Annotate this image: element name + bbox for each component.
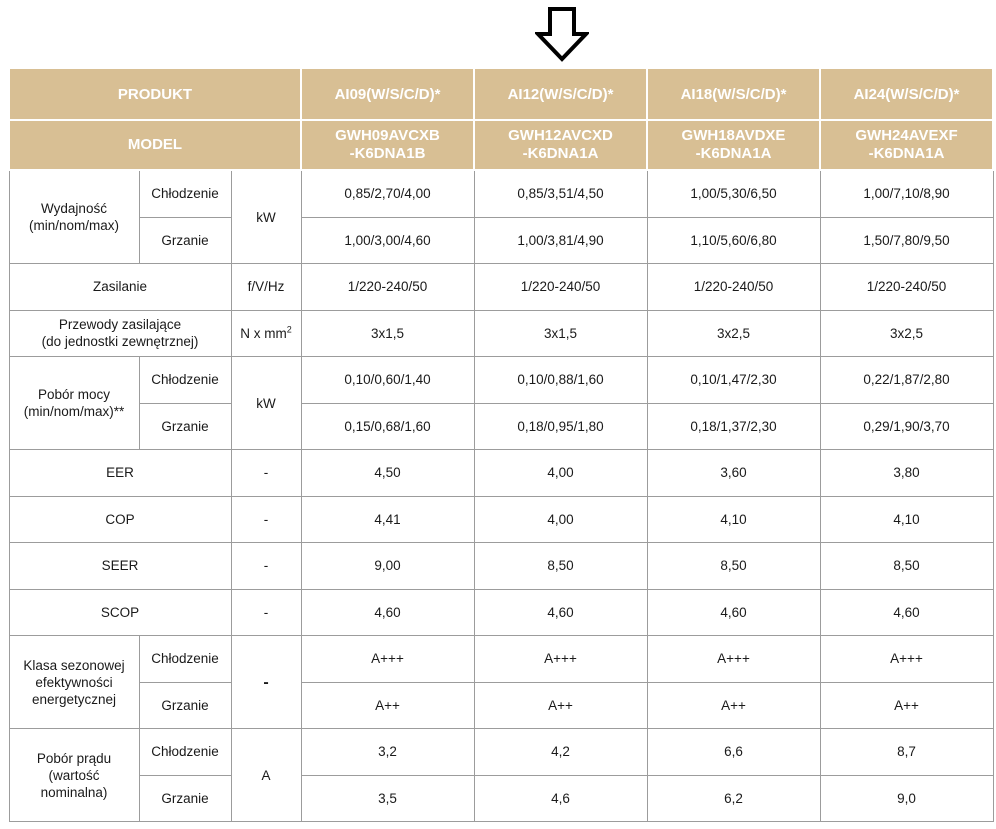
table-row <box>9 496 993 543</box>
value-cell: 8,7 <box>820 729 993 776</box>
unit-cell: kW <box>231 357 301 450</box>
value-cell: 0,15/0,68/1,60 <box>301 403 474 450</box>
table-row <box>9 170 993 217</box>
value-cell: 8,50 <box>647 543 820 590</box>
unit-cell: - <box>231 589 301 636</box>
model-name: GWH12AVCXD -K6DNA1A <box>474 120 647 170</box>
sub-label-grzanie: Grzanie <box>139 775 231 822</box>
product-name: AI12(W/S/C/D)* <box>474 68 647 120</box>
value-cell: A++ <box>474 682 647 729</box>
value-cell: 4,00 <box>474 496 647 543</box>
unit-cell: f/V/Hz <box>231 264 301 311</box>
table-row <box>9 217 993 264</box>
value-cell: 1/220-240/50 <box>474 264 647 311</box>
value-cell: 0,10/1,47/2,30 <box>647 357 820 404</box>
value-cell: A+++ <box>820 636 993 683</box>
row-label-zasilanie: Zasilanie <box>9 264 231 311</box>
value-cell: 6,6 <box>647 729 820 776</box>
value-cell: 0,10/0,60/1,40 <box>301 357 474 404</box>
value-cell: 3x1,5 <box>474 310 647 357</box>
value-cell: A+++ <box>647 636 820 683</box>
value-cell: 9,0 <box>820 775 993 822</box>
unit-cell: - <box>231 636 301 729</box>
value-cell: 4,60 <box>301 589 474 636</box>
sub-label-grzanie: Grzanie <box>139 217 231 264</box>
value-cell: 3x2,5 <box>647 310 820 357</box>
value-cell: A++ <box>647 682 820 729</box>
table-row <box>9 543 993 590</box>
value-cell: 3,5 <box>301 775 474 822</box>
value-cell: A++ <box>820 682 993 729</box>
table-row <box>9 357 993 404</box>
value-cell: 3x2,5 <box>820 310 993 357</box>
value-cell: 8,50 <box>820 543 993 590</box>
product-name: AI09(W/S/C/D)* <box>301 68 474 120</box>
product-name: AI24(W/S/C/D)* <box>820 68 993 120</box>
value-cell: 1/220-240/50 <box>647 264 820 311</box>
value-cell: 3,2 <box>301 729 474 776</box>
table-row <box>9 775 993 822</box>
unit-cell: - <box>231 450 301 497</box>
value-cell: 0,29/1,90/3,70 <box>820 403 993 450</box>
value-cell: 4,60 <box>647 589 820 636</box>
produkt-label: PRODUKT <box>9 68 301 120</box>
row-label-seer: SEER <box>9 543 231 590</box>
row-label-eer: EER <box>9 450 231 497</box>
value-cell: 1/220-240/50 <box>820 264 993 311</box>
header-row-product <box>9 68 993 120</box>
table-row <box>9 682 993 729</box>
row-label-klasa: Klasa sezonowej efektywności energetycznej <box>9 636 139 729</box>
value-cell: 4,50 <box>301 450 474 497</box>
value-cell: 4,60 <box>474 589 647 636</box>
value-cell: A+++ <box>474 636 647 683</box>
value-cell: 0,18/1,37/2,30 <box>647 403 820 450</box>
value-cell: 4,10 <box>820 496 993 543</box>
value-cell: 0,85/2,70/4,00 <box>301 170 474 217</box>
model-name: GWH24AVEXF -K6DNA1A <box>820 120 993 170</box>
value-cell: 1/220-240/50 <box>301 264 474 311</box>
model-name: GWH09AVCXB -K6DNA1B <box>301 120 474 170</box>
value-cell: 1,00/5,30/6,50 <box>647 170 820 217</box>
value-cell: 0,10/0,88/1,60 <box>474 357 647 404</box>
model-label: MODEL <box>9 120 301 170</box>
row-label-cop: COP <box>9 496 231 543</box>
table-row <box>9 589 993 636</box>
table-row <box>9 403 993 450</box>
value-cell: A+++ <box>301 636 474 683</box>
spec-table <box>8 67 994 822</box>
value-cell: 3x1,5 <box>301 310 474 357</box>
unit-cell: N x $mm^2$ <box>231 310 301 357</box>
value-cell: 4,00 <box>474 450 647 497</box>
value-cell: 4,60 <box>820 589 993 636</box>
sub-label-grzanie: Grzanie <box>139 682 231 729</box>
value-cell: A++ <box>301 682 474 729</box>
value-cell: 8,50 <box>474 543 647 590</box>
unit-cell: - <box>231 496 301 543</box>
value-cell: 4,10 <box>647 496 820 543</box>
value-cell: 1,00/3,00/4,60 <box>301 217 474 264</box>
row-label-pobor-mocy: Pobór mocy (min/nom/max)** <box>9 357 139 450</box>
sub-label-chlodzenie: Chłodzenie <box>139 729 231 776</box>
value-cell: 9,00 <box>301 543 474 590</box>
value-cell: 1,10/5,60/6,80 <box>647 217 820 264</box>
table-row <box>9 729 993 776</box>
row-label-przewody: Przewody zasilające (do jednostki zewnętrznej) <box>9 310 231 357</box>
value-cell: 0,85/3,51/4,50 <box>474 170 647 217</box>
sub-label-chlodzenie: Chłodzenie <box>139 357 231 404</box>
sub-label-chlodzenie: Chłodzenie <box>139 636 231 683</box>
model-name: GWH18AVDXE -K6DNA1A <box>647 120 820 170</box>
value-cell: 1,50/7,80/9,50 <box>820 217 993 264</box>
value-cell: 6,2 <box>647 775 820 822</box>
unit-cell: kW <box>231 170 301 264</box>
table-row <box>9 450 993 497</box>
value-cell: 4,2 <box>474 729 647 776</box>
unit-cell: - <box>231 543 301 590</box>
value-cell: 0,22/1,87/2,80 <box>820 357 993 404</box>
unit-cell: A <box>231 729 301 822</box>
value-cell: 0,18/0,95/1,80 <box>474 403 647 450</box>
value-cell: 1,00/7,10/8,90 <box>820 170 993 217</box>
table-row <box>9 636 993 683</box>
row-label-wydajnosc: Wydajność (min/nom/max) <box>9 170 139 264</box>
row-label-pobor-pradu: Pobór prądu (wartość nominalna) <box>9 729 139 822</box>
value-cell: 4,41 <box>301 496 474 543</box>
value-cell: 4,6 <box>474 775 647 822</box>
table-row <box>9 264 993 311</box>
sub-label-grzanie: Grzanie <box>139 403 231 450</box>
value-cell: 1,00/3,81/4,90 <box>474 217 647 264</box>
row-label-scop: SCOP <box>9 589 231 636</box>
sub-label-chlodzenie: Chłodzenie <box>139 170 231 217</box>
header-row-model <box>9 120 993 170</box>
value-cell: 3,80 <box>820 450 993 497</box>
table-row <box>9 310 993 357</box>
value-cell: 3,60 <box>647 450 820 497</box>
down-arrow-icon <box>535 6 589 62</box>
product-name: AI18(W/S/C/D)* <box>647 68 820 120</box>
